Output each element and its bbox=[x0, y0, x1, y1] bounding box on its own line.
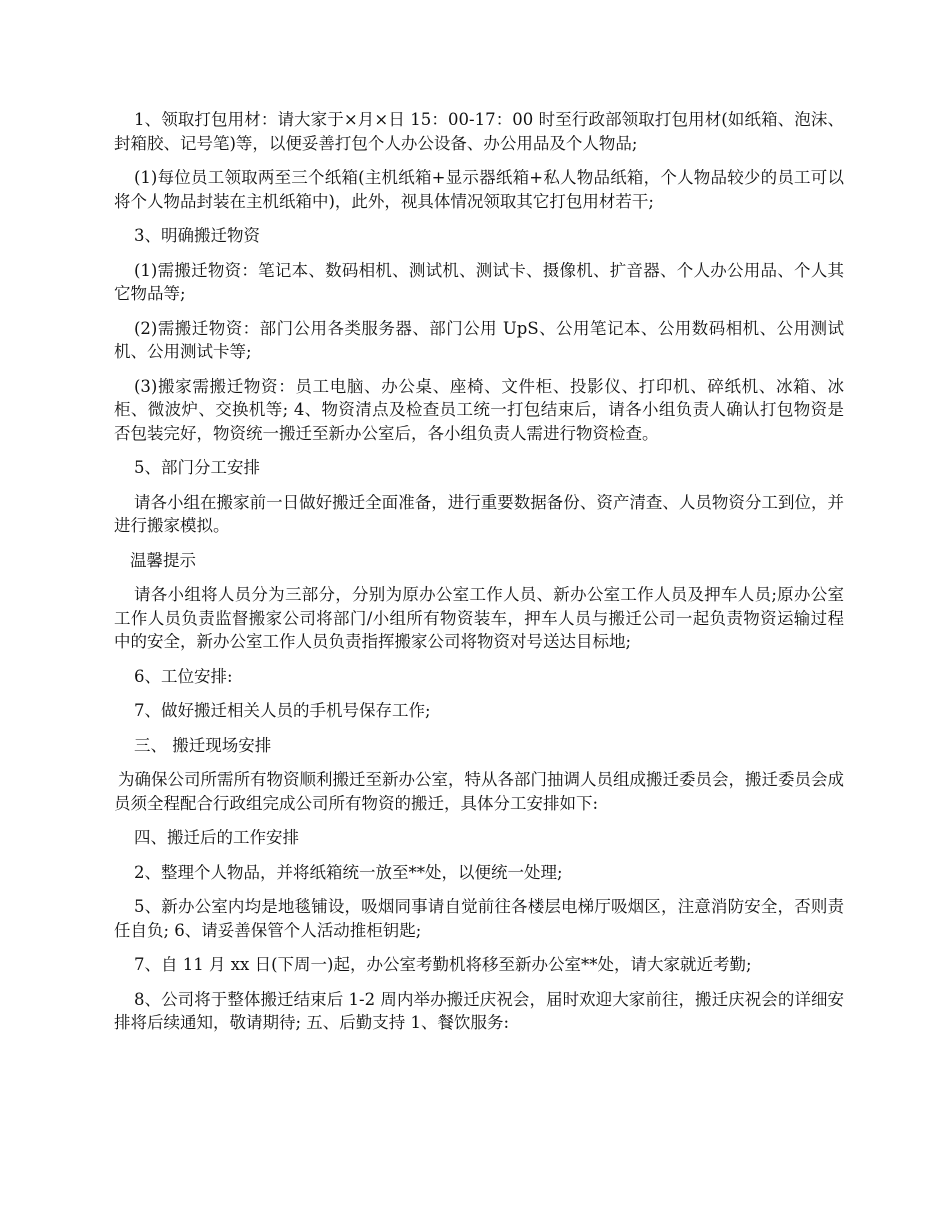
paragraph-3: 3、明确搬迁物资 bbox=[134, 226, 260, 245]
paragraph-19: 8、公司将于整体搬迁结束后 1-2 周内举办搬迁庆祝会，届时欢迎大家前往，搬迁庆祝会的详细安排将后续通知，敬请期待; 五、后勤支持 1、餐饮服务: bbox=[114, 989, 844, 1032]
paragraph-9: 温馨提示 bbox=[130, 550, 196, 570]
paragraph-2: (1)每位员工领取两至三个纸箱(主机纸箱+显示器纸箱+私人物品纸箱，个人物品较少的员工可以将个人物品封装在主机纸箱中)，此外，视具体情况领取其它打包用材若干; bbox=[114, 168, 844, 211]
paragraph-1: 1、领取打包用材：请大家于×月×日 15：00-17：00 时至行政部领取打包用材(如纸箱、泡沫、封箱胶、记号笔)等，以便妥善打包个人办公设备、办公用品及个人物品; bbox=[114, 110, 844, 153]
paragraph-16: 2、整理个人物品，并将纸箱统一放至**处，以便统一处理; bbox=[134, 862, 563, 882]
paragraph-17: 5、新办公室内均是地毯铺设，吸烟同事请自觉前往各楼层电梯厅吸烟区，注意消防安全，否则责任自负; 6、请妥善保管个人活动推柜钥匙; bbox=[114, 897, 844, 940]
paragraph-6: (3)搬家需搬迁物资：员工电脑、办公桌、座椅、文件柜、投影仪、打印机、碎纸机、冰箱、冰柜、微波炉、交换机等; 4、物资清点及检查员工统一打包结束后，请各小组负责人确认打包物资是否包装完好，物资统一搬迁至新办公室后，各小组负责人需进行物资检查。 bbox=[114, 376, 844, 443]
paragraph-15: 四、搬迁后的工作安排 bbox=[134, 828, 299, 847]
document-body bbox=[114, 108, 844, 1046]
paragraph-14: 为确保公司所需所有物资顺利搬迁至新办公室，特从各部门抽调人员组成搬迁委员会，搬迁委员会成员须全程配合行政组完成公司所有物资的搬迁，具体分工安排如下: bbox=[114, 770, 844, 813]
paragraph-8: 请各小组在搬家前一日做好搬迁全面准备，进行重要数据备份、资产清查、人员物资分工到位，并进行搬家模拟。 bbox=[114, 492, 844, 535]
paragraph-12: 7、做好搬迁相关人员的手机号保存工作; bbox=[134, 701, 431, 720]
paragraph-10: 请各小组将人员分为三部分，分别为原办公室工作人员、新办公室工作人员及押车人员;原办公室工作人员负责监督搬家公司将部门/小组所有物资装车，押车人员与搬迁公司一起负责物资运输过程中的安全，新办公室工作人员负责指挥搬家公司将物资对号送达目标地; bbox=[114, 585, 844, 651]
paragraph-7: 5、部门分工安排 bbox=[134, 458, 260, 477]
paragraph-11: 6、工位安排: bbox=[134, 666, 233, 686]
paragraph-4: (1)需搬迁物资：笔记本、数码相机、测试机、测试卡、摄像机、扩音器、个人办公用品、个人其它物品等; bbox=[114, 260, 844, 303]
paragraph-5: (2)需搬迁物资：部门公用各类服务器、部门公用 UpS、公用笔记本、公用数码相机、公用测试机、公用测试卡等; bbox=[114, 318, 844, 361]
paragraph-18: 7、自 11 月 xx 日(下周一)起，办公室考勤机将移至新办公室**处，请大家就近考勤; bbox=[134, 955, 752, 974]
paragraph-13: 三、 搬迁现场安排 bbox=[134, 735, 272, 755]
